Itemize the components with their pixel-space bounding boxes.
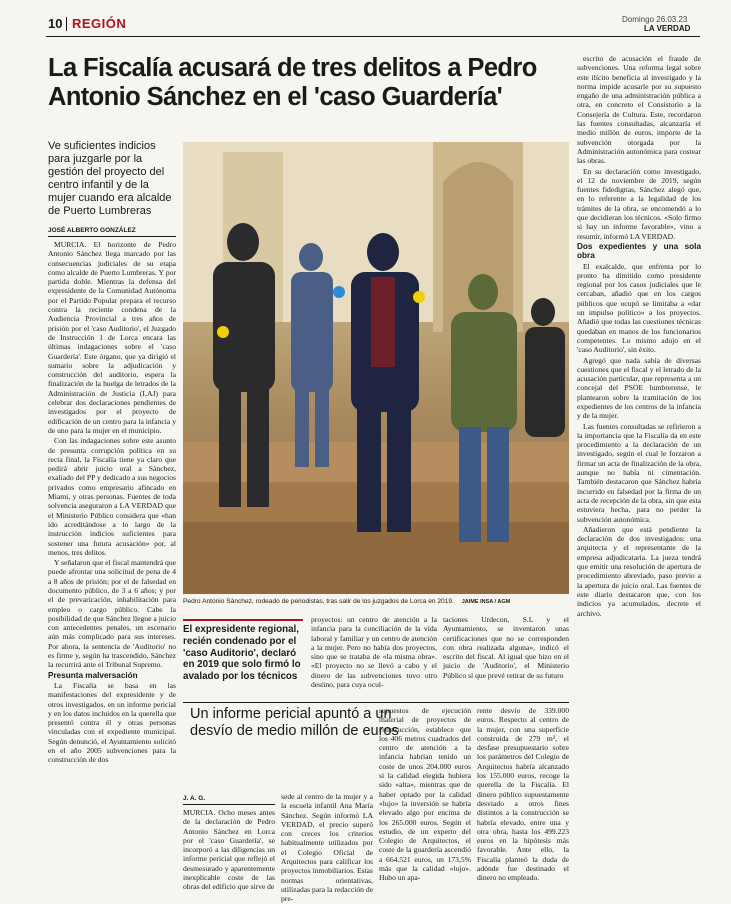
right-paragraph: Añadieron que está pendiente la declaración de dos investigados: una arquitecta y el representante de la empresa adjudicataria. La jueza tendrá que emitir una resolución de apertura de procedimiento abreviado, paso previo a la apertura de juicio oral. Las fuentes de este diario destacaron que, con los indicios ya acumulados, decrete el archivo.	[577, 524, 701, 618]
box-column-4: rente desvío de 339.000 euros. Respecto al centro de la mujer, con una superficie construida de 279 m², el desfase presupuestario sobre los parámetros del Colegio de Arquitectos habría alcanzado los 155.000 euros, recoge la querella de la Fiscalía. El dinero público supuestamente desviado a otros fines distintos a la construcción se habría elevado, entre una y otra obra, hasta los 499.223 euros en la hipótesis más favorable. Ante ello, la Fiscalía planteó la duda de adónde fue destinado el dinero no empleado.	[477, 706, 569, 883]
box-column-1: MURCIA. Ocho meses antes de la declaración de Pedro Antonio Sánchez en Lorca por el 'caso Guardería', se incorporó a las diligencias un informe pericial que reflejó el desmesurado y aparentemente inexplicable coste de las obras del edificio que sirve de	[183, 808, 275, 892]
left-paragraph: Y señalaron que el fiscal mantendrá que puede afrontar una solicitud de pena de 4 a 8 años de prisión; por el de falsedad en documento público, de 3 a 6 años; y por el de prevaricación, inhabilitación para empleo o cargo público. Cabe la posibilidad de que Sánchez llegue a juicio con antecedentes penales, un escenario aún más complicado para sus intereses. Por ahora, la sentencia de 'Auditorio' no es firme y, según ha trascendido, Sánchez la recurrirá ante el Tribunal Supremo.	[48, 558, 176, 670]
photo-caption-text: Pedro Antonio Sánchez, rodeado de periodistas, tras salir de los juzgados de Lorca en 2019.	[183, 598, 454, 605]
paper-name: LA VERDAD	[644, 24, 691, 33]
issue-date: Domingo 26.03.23	[622, 15, 688, 24]
subtitle: Ve suficientes indicios para juzgarle por la gestión del proyecto del centro infantil y de la mujer cuando era alcalde de Puerto Lumbreras	[48, 140, 172, 217]
right-paragraph: El exalcalde, que enfrenta por lo pronto ha dimitido como presidente regional por los casos judiciales que le cercaban, añadió que en los cargos públicos que ocupó se limitaba a «dar un impulso político» a los proyectos. Añadió que todas las cuestiones técnicas quedaban en manos de los funcionarios competentes. Lo mismo adujo en el 'caso Auditorio', sin éxito.	[577, 261, 701, 355]
section-label: REGIÓN	[72, 16, 127, 31]
photo-illustration	[183, 142, 569, 594]
middle-column-a: proyectos: un centro de atención a la infancia para la conciliación de la vida laboral y familiar y un centro de atención a la mujer. Pero no había dos proyectos, sino que se trataba de «la misma obra». «El proyecto no se llevó a cabo y el dinero de las subvenciones tuvo otro destino, para cuya ocul-	[311, 615, 437, 690]
box-column-3: supuestos de ejecución material de proyectos de construcción, establece que los 406 metros cuadrados del centro de atención a la infancia habrían tenido un coste de unos 204.000 euros si la calidad elegida hubiera sido «alta», mientras que de haber optado por la calidad «lujo» la inversión se habría elevado algo por encima de los 265.000 euros. Según el estudio, de un experto del Colegio de Arquitectos, el coste de la guardería ascendió a 664.521 euros, un 173,5% más que la calidad «lujo». Hubo un apa-	[379, 706, 471, 883]
right-column	[577, 54, 701, 892]
box-byline: J. A. G.	[183, 795, 206, 802]
photo-credit: JAIME INSA / AGM	[461, 599, 511, 605]
left-column	[48, 240, 176, 892]
box-column-2: sede al centro de la mujer y a la escuela infantil Ana María Sánchez. Según informó LA VERDAD, el precio superó con creces los criterios habitualmente utilizados por el Colegio Oficial de Arquitectos para calificar los proyectos inmobiliarios. Estas normas orientativas, utilizadas para la redacción de pre-	[281, 792, 373, 904]
pullquote: El expresidente regional, recién condenado por el 'caso Auditorio', declaró en 2019 que solo firmó lo avalado por los técnicos	[183, 624, 301, 683]
right-subhead: Dos expedientes y una sola obra	[577, 241, 701, 261]
byline: JOSÉ ALBERTO GONZÁLEZ	[48, 227, 136, 234]
right-paragraph: Agregó que nada sabía de diversas cuestiones que el fiscal y el letrado de la acusación particular, que representa a un concejal del PSOE lumbrerense, le plantearon sobre la tramitación de los expedientes de los centros de la infancia y de la mujer.	[577, 355, 701, 421]
news-photo	[183, 142, 569, 594]
right-paragraph: En su declaración como investigado, el 12 de noviembre de 2019, según fuentes fidedignas, Sánchez alegó que, en lo referente a la legalidad de los trámites de la obra, se encomendó a lo que decidieran los técnicos. «Solo firmo si hay un informe favorable», vino a resumir, informó LA VERDAD.	[577, 166, 701, 241]
left-paragraph: La Fiscalía se basa en las manifestaciones del expresidente y de otros investigados, en un informe pericial y en los datos incluidos en la querella que presentó contra él y otras personas vinculadas con el expediente municipal. Según denunció, el Ayuntamiento solicitó en el año 2005 subvenciones para la construcción de dos	[48, 680, 176, 765]
headline: La Fiscalía acusará de tres delitos a Pedro Antonio Sánchez en el 'caso Guardería'	[48, 54, 537, 111]
left-subhead: Presunta malversación	[48, 670, 138, 680]
byline-rule	[48, 236, 176, 237]
right-paragraph: Las fuentes consultadas se refirieron a la importancia que la Fiscalía da en este procedimiento a la declaración de un investigado, según el cual le forzaron a firmar un acta de finalización de la obra, aunque no había ni cimentación. También destacaron que Sánchez habría incurrido en falsedad por la firma de un acta de recepción de la obra, sin que esta estuviera hecha, para no perder la subvención autonómica.	[577, 421, 701, 524]
pullquote-rule-top	[183, 619, 303, 621]
left-paragraph: Con las indagaciones sobre este asunto de presunta corrupción política en su recta final, la Fiscalía tiene ya claro que pedirá abrir juicio oral a Sánchez, exaliado del PP y dedicado a sus negocios privados como empresario afincado en Miami, y otras personas. Fuentes de toda solvencia aseguraron a LA VERDAD que el Ministerio Público considera que «han ido acreditándose a lo largo de la instrucción indicios suficientes para sostener una futura acusación» por, al menos, tres delitos.	[48, 436, 176, 557]
middle-column-b: taciones Urdecon, S.L y el Ayuntamiento, se inventaron unas certificaciones que no se corresponden con obra realizada alguna», indicó el escrito del fiscal. Al igual que hizo en el juicio de 'Auditorio', el Ministerio Público sí que prevé retirar de su futuro	[443, 615, 569, 680]
header-divider	[66, 17, 67, 31]
box-headline: Un informe pericial apuntó a un desvío de medio millón de euros	[190, 706, 399, 739]
left-paragraph: MURCIA. El horizonte de Pedro Antonio Sánchez llega marcado por las consecuencias judiciales de su etapa como alcalde de Puerto Lumbreras. Y por partida doble. Mientras la defensa del expresidente de la Comunidad Autónoma por el Partido Popular prepara el recurso contra la reciente condena de la Audiencia Provincial a tres años de prisión por el 'caso Auditorio', el Juzgado de Instrucción 1 de Lorca encara las últimas indagaciones sobre el 'caso Guardería'. Este órgano, que ya dirigió el sumario sobre la adjudicación y construcción del auditorio, espera la finalización de la huelga de letrados de la Administración de Justicia (LAJ) para celebrar dos declaraciones pendientes de investigados por el proyecto de edificación de un centro para la infancia y de uno para la mujer en el municipio.	[48, 240, 176, 435]
photo-caption	[183, 598, 569, 605]
box-rule	[183, 702, 569, 703]
right-paragraph: escrito de acusación el fraude de subvenciones. Una reforma legal sobre este ilícito beneficia al investigado y la norma impide acusarle por su supuesto engaño de una administración pública a otra, en concreto el Consistorio a la Consejería de Cultura. Este, recordaron las fuentes consultadas, alcanzaría el medio millón de euros, importe de la subvención otorgada por la Administración autonómica para costear las obras.	[577, 54, 701, 166]
page-number: 10	[48, 16, 63, 31]
header-rule	[46, 36, 700, 37]
box-byline-rule	[183, 804, 275, 805]
